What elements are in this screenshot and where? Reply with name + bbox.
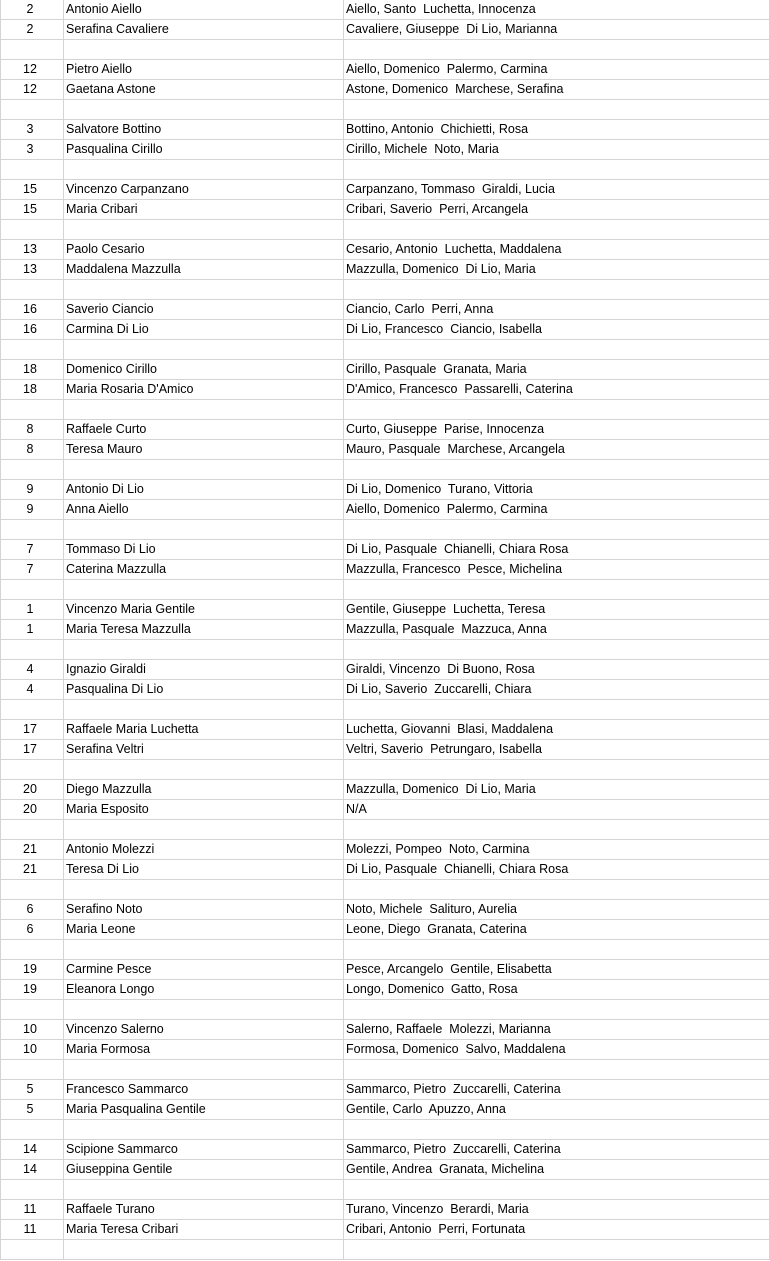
- couple-number-cell[interactable]: 7: [1, 560, 64, 580]
- couple-number-cell[interactable]: 7: [1, 540, 64, 560]
- couple-number-cell[interactable]: 3: [1, 140, 64, 160]
- parents-cell[interactable]: Cirillo, Michele Noto, Maria: [344, 140, 770, 160]
- table-row: [1, 800, 770, 820]
- couple-number-cell[interactable]: [1, 340, 64, 360]
- couple-number-cell[interactable]: [1, 100, 64, 120]
- parents-cell[interactable]: Aiello, Domenico Palermo, Carmina: [344, 500, 770, 520]
- parents-cell[interactable]: N/A: [344, 800, 770, 820]
- parents-cell[interactable]: [344, 1000, 770, 1020]
- couple-number-cell[interactable]: [1, 580, 64, 600]
- spreadsheet-body: [1, 0, 770, 1260]
- couple-number-cell[interactable]: [1, 1120, 64, 1140]
- parents-cell[interactable]: Luchetta, Giovanni Blasi, Maddalena: [344, 720, 770, 740]
- person-name-cell[interactable]: Diego Mazzulla: [64, 780, 344, 800]
- couple-number-cell[interactable]: [1, 280, 64, 300]
- table-row: [1, 200, 770, 220]
- parents-cell[interactable]: Mazzulla, Francesco Pesce, Michelina: [344, 560, 770, 580]
- person-name-cell[interactable]: Raffaele Curto: [64, 420, 344, 440]
- table-row: [1, 360, 770, 380]
- person-name-cell[interactable]: Maddalena Mazzulla: [64, 260, 344, 280]
- parents-cell[interactable]: Sammarco, Pietro Zuccarelli, Caterina: [344, 1080, 770, 1100]
- parents-cell[interactable]: [344, 280, 770, 300]
- table-row: [1, 60, 770, 80]
- table-row: [1, 1240, 770, 1260]
- couple-number-cell[interactable]: 8: [1, 420, 64, 440]
- person-name-cell[interactable]: [64, 40, 344, 60]
- couple-number-cell[interactable]: [1, 220, 64, 240]
- table-row: [1, 1220, 770, 1240]
- parents-cell[interactable]: Giraldi, Vincenzo Di Buono, Rosa: [344, 660, 770, 680]
- parents-cell[interactable]: Formosa, Domenico Salvo, Maddalena: [344, 1040, 770, 1060]
- couple-number-cell[interactable]: 14: [1, 1140, 64, 1160]
- table-row: [1, 500, 770, 520]
- couple-number-cell[interactable]: 2: [1, 20, 64, 40]
- table-row: [1, 940, 770, 960]
- couple-number-cell[interactable]: 19: [1, 980, 64, 1000]
- parents-cell[interactable]: Aiello, Santo Luchetta, Innocenza: [344, 0, 770, 20]
- parents-cell[interactable]: Di Lio, Saverio Zuccarelli, Chiara: [344, 680, 770, 700]
- table-row: [1, 300, 770, 320]
- table-row: [1, 900, 770, 920]
- table-row: [1, 340, 770, 360]
- parents-cell[interactable]: [344, 580, 770, 600]
- table-row: [1, 100, 770, 120]
- table-row: [1, 1120, 770, 1140]
- person-name-cell[interactable]: Tommaso Di Lio: [64, 540, 344, 560]
- parents-cell[interactable]: Gentile, Carlo Apuzzo, Anna: [344, 1100, 770, 1120]
- person-name-cell[interactable]: Salvatore Bottino: [64, 120, 344, 140]
- table-row: [1, 260, 770, 280]
- couple-number-cell[interactable]: 6: [1, 900, 64, 920]
- parents-cell[interactable]: Aiello, Domenico Palermo, Carmina: [344, 60, 770, 80]
- table-row: [1, 560, 770, 580]
- couple-number-cell[interactable]: 10: [1, 1040, 64, 1060]
- parents-cell[interactable]: [344, 640, 770, 660]
- person-name-cell[interactable]: [64, 1060, 344, 1080]
- parents-cell[interactable]: Mazzulla, Domenico Di Lio, Maria: [344, 260, 770, 280]
- table-row: [1, 1040, 770, 1060]
- parents-cell[interactable]: Carpanzano, Tommaso Giraldi, Lucia: [344, 180, 770, 200]
- person-name-cell[interactable]: Serafina Cavaliere: [64, 20, 344, 40]
- table-row: [1, 740, 770, 760]
- couple-number-cell[interactable]: 15: [1, 180, 64, 200]
- parents-cell[interactable]: [344, 760, 770, 780]
- person-name-cell[interactable]: Vincenzo Salerno: [64, 1020, 344, 1040]
- person-name-cell[interactable]: Raffaele Maria Luchetta: [64, 720, 344, 740]
- parents-cell[interactable]: Cirillo, Pasquale Granata, Maria: [344, 360, 770, 380]
- person-name-cell[interactable]: Scipione Sammarco: [64, 1140, 344, 1160]
- table-row: [1, 320, 770, 340]
- parents-cell[interactable]: Di Lio, Francesco Ciancio, Isabella: [344, 320, 770, 340]
- person-name-cell[interactable]: [64, 340, 344, 360]
- couple-number-cell[interactable]: 16: [1, 300, 64, 320]
- couple-number-cell[interactable]: 12: [1, 80, 64, 100]
- couple-number-cell[interactable]: [1, 700, 64, 720]
- parents-cell[interactable]: [344, 40, 770, 60]
- table-row: [1, 80, 770, 100]
- table-row: [1, 700, 770, 720]
- person-name-cell[interactable]: Ignazio Giraldi: [64, 660, 344, 680]
- couple-number-cell[interactable]: 10: [1, 1020, 64, 1040]
- person-name-cell[interactable]: [64, 700, 344, 720]
- table-row: [1, 1140, 770, 1160]
- parents-cell[interactable]: Mauro, Pasquale Marchese, Arcangela: [344, 440, 770, 460]
- parents-cell[interactable]: Leone, Diego Granata, Caterina: [344, 920, 770, 940]
- person-name-cell[interactable]: Vincenzo Carpanzano: [64, 180, 344, 200]
- table-row: [1, 440, 770, 460]
- couple-number-cell[interactable]: [1, 1240, 64, 1260]
- person-name-cell[interactable]: Gaetana Astone: [64, 80, 344, 100]
- couple-number-cell[interactable]: 13: [1, 260, 64, 280]
- table-row: [1, 280, 770, 300]
- person-name-cell[interactable]: Carmine Pesce: [64, 960, 344, 980]
- parents-cell[interactable]: [344, 160, 770, 180]
- parents-cell[interactable]: Gentile, Andrea Granata, Michelina: [344, 1160, 770, 1180]
- couple-number-cell[interactable]: 9: [1, 500, 64, 520]
- table-row: [1, 20, 770, 40]
- person-name-cell[interactable]: [64, 220, 344, 240]
- couple-number-cell[interactable]: 18: [1, 360, 64, 380]
- parents-cell[interactable]: Veltri, Saverio Petrungaro, Isabella: [344, 740, 770, 760]
- person-name-cell[interactable]: [64, 160, 344, 180]
- couple-number-cell[interactable]: 19: [1, 960, 64, 980]
- parents-cell[interactable]: Di Lio, Pasquale Chianelli, Chiara Rosa: [344, 540, 770, 560]
- table-row: [1, 660, 770, 680]
- parents-cell[interactable]: Astone, Domenico Marchese, Serafina: [344, 80, 770, 100]
- person-name-cell[interactable]: Paolo Cesario: [64, 240, 344, 260]
- parents-cell[interactable]: Mazzulla, Pasquale Mazzuca, Anna: [344, 620, 770, 640]
- couple-number-cell[interactable]: 9: [1, 480, 64, 500]
- person-name-cell[interactable]: [64, 1240, 344, 1260]
- table-row: [1, 380, 770, 400]
- person-name-cell[interactable]: Pasqualina Di Lio: [64, 680, 344, 700]
- table-row: [1, 840, 770, 860]
- person-name-cell[interactable]: [64, 580, 344, 600]
- couple-number-cell[interactable]: [1, 1060, 64, 1080]
- person-name-cell[interactable]: Teresa Mauro: [64, 440, 344, 460]
- table-row: [1, 420, 770, 440]
- table-row: [1, 780, 770, 800]
- table-row: [1, 220, 770, 240]
- parents-cell[interactable]: Di Lio, Domenico Turano, Vittoria: [344, 480, 770, 500]
- couple-number-cell[interactable]: 17: [1, 720, 64, 740]
- parents-cell[interactable]: [344, 1120, 770, 1140]
- person-name-cell[interactable]: Pietro Aiello: [64, 60, 344, 80]
- parents-cell[interactable]: Cesario, Antonio Luchetta, Maddalena: [344, 240, 770, 260]
- couple-number-cell[interactable]: 5: [1, 1080, 64, 1100]
- couple-number-cell[interactable]: 20: [1, 780, 64, 800]
- table-row: [1, 640, 770, 660]
- person-name-cell[interactable]: Eleanora Longo: [64, 980, 344, 1000]
- table-row: [1, 920, 770, 940]
- person-name-cell[interactable]: [64, 1120, 344, 1140]
- couple-number-cell[interactable]: 1: [1, 600, 64, 620]
- person-name-cell[interactable]: Domenico Cirillo: [64, 360, 344, 380]
- person-name-cell[interactable]: [64, 520, 344, 540]
- person-name-cell[interactable]: [64, 460, 344, 480]
- person-name-cell[interactable]: [64, 880, 344, 900]
- person-name-cell[interactable]: Maria Teresa Mazzulla: [64, 620, 344, 640]
- table-row: [1, 720, 770, 740]
- table-row: [1, 680, 770, 700]
- table-row: [1, 860, 770, 880]
- person-name-cell[interactable]: [64, 820, 344, 840]
- parents-cell[interactable]: Cribari, Antonio Perri, Fortunata: [344, 1220, 770, 1240]
- couple-number-cell[interactable]: [1, 460, 64, 480]
- couple-number-cell[interactable]: 16: [1, 320, 64, 340]
- person-name-cell[interactable]: Maria Rosaria D'Amico: [64, 380, 344, 400]
- parents-cell[interactable]: [344, 400, 770, 420]
- couple-number-cell[interactable]: [1, 760, 64, 780]
- table-row: [1, 880, 770, 900]
- couple-number-cell[interactable]: 12: [1, 60, 64, 80]
- couple-number-cell[interactable]: [1, 520, 64, 540]
- table-row: [1, 580, 770, 600]
- couple-number-cell[interactable]: [1, 160, 64, 180]
- table-row: [1, 1180, 770, 1200]
- couple-number-cell[interactable]: 17: [1, 740, 64, 760]
- table-row: [1, 980, 770, 1000]
- parents-cell[interactable]: Noto, Michele Salituro, Aurelia: [344, 900, 770, 920]
- parents-cell[interactable]: Longo, Domenico Gatto, Rosa: [344, 980, 770, 1000]
- couple-number-cell[interactable]: [1, 40, 64, 60]
- parents-cell[interactable]: Turano, Vincenzo Berardi, Maria: [344, 1200, 770, 1220]
- table-row: [1, 1080, 770, 1100]
- person-name-cell[interactable]: Serafina Veltri: [64, 740, 344, 760]
- person-name-cell[interactable]: Serafino Noto: [64, 900, 344, 920]
- parents-cell[interactable]: [344, 820, 770, 840]
- person-name-cell[interactable]: Francesco Sammarco: [64, 1080, 344, 1100]
- couple-number-cell[interactable]: 4: [1, 660, 64, 680]
- parents-cell[interactable]: [344, 940, 770, 960]
- person-name-cell[interactable]: Teresa Di Lio: [64, 860, 344, 880]
- person-name-cell[interactable]: [64, 100, 344, 120]
- couple-number-cell[interactable]: 21: [1, 860, 64, 880]
- parents-cell[interactable]: Sammarco, Pietro Zuccarelli, Caterina: [344, 1140, 770, 1160]
- parents-cell[interactable]: [344, 880, 770, 900]
- parents-cell[interactable]: [344, 1060, 770, 1080]
- couple-number-cell[interactable]: 2: [1, 0, 64, 20]
- person-name-cell[interactable]: Vincenzo Maria Gentile: [64, 600, 344, 620]
- parents-cell[interactable]: [344, 100, 770, 120]
- table-row: [1, 620, 770, 640]
- person-name-cell[interactable]: Maria Cribari: [64, 200, 344, 220]
- person-name-cell[interactable]: Antonio Molezzi: [64, 840, 344, 860]
- couple-number-cell[interactable]: 15: [1, 200, 64, 220]
- couple-number-cell[interactable]: 11: [1, 1220, 64, 1240]
- parents-cell[interactable]: Ciancio, Carlo Perri, Anna: [344, 300, 770, 320]
- couple-number-cell[interactable]: 6: [1, 920, 64, 940]
- parents-cell[interactable]: Pesce, Arcangelo Gentile, Elisabetta: [344, 960, 770, 980]
- person-name-cell[interactable]: Anna Aiello: [64, 500, 344, 520]
- table-row: [1, 1200, 770, 1220]
- person-name-cell[interactable]: Carmina Di Lio: [64, 320, 344, 340]
- parents-cell[interactable]: Mazzulla, Domenico Di Lio, Maria: [344, 780, 770, 800]
- person-name-cell[interactable]: [64, 1000, 344, 1020]
- couple-number-cell[interactable]: 8: [1, 440, 64, 460]
- person-name-cell[interactable]: Maria Leone: [64, 920, 344, 940]
- person-name-cell[interactable]: [64, 1180, 344, 1200]
- table-row: [1, 960, 770, 980]
- couple-number-cell[interactable]: 1: [1, 620, 64, 640]
- couple-number-cell[interactable]: 5: [1, 1100, 64, 1120]
- person-name-cell[interactable]: Maria Teresa Cribari: [64, 1220, 344, 1240]
- table-row: [1, 820, 770, 840]
- parents-cell[interactable]: [344, 1240, 770, 1260]
- person-name-cell[interactable]: Saverio Ciancio: [64, 300, 344, 320]
- couple-number-cell[interactable]: [1, 1180, 64, 1200]
- couple-number-cell[interactable]: 21: [1, 840, 64, 860]
- table-row: [1, 540, 770, 560]
- person-name-cell[interactable]: Antonio Aiello: [64, 0, 344, 20]
- table-row: [1, 600, 770, 620]
- table-row: [1, 1160, 770, 1180]
- parents-cell[interactable]: [344, 220, 770, 240]
- person-name-cell[interactable]: [64, 400, 344, 420]
- couple-number-cell[interactable]: 11: [1, 1200, 64, 1220]
- table-row: [1, 0, 770, 20]
- table-row: [1, 460, 770, 480]
- table-row: [1, 240, 770, 260]
- table-row: [1, 1060, 770, 1080]
- table-row: [1, 480, 770, 500]
- parents-cell[interactable]: [344, 340, 770, 360]
- person-name-cell[interactable]: [64, 280, 344, 300]
- person-name-cell[interactable]: Giuseppina Gentile: [64, 1160, 344, 1180]
- parents-cell[interactable]: [344, 460, 770, 480]
- parents-cell[interactable]: Gentile, Giuseppe Luchetta, Teresa: [344, 600, 770, 620]
- table-row: [1, 1100, 770, 1120]
- table-row: [1, 1020, 770, 1040]
- table-row: [1, 180, 770, 200]
- parents-cell[interactable]: Bottino, Antonio Chichietti, Rosa: [344, 120, 770, 140]
- table-row: [1, 120, 770, 140]
- person-name-cell[interactable]: Pasqualina Cirillo: [64, 140, 344, 160]
- person-name-cell[interactable]: Raffaele Turano: [64, 1200, 344, 1220]
- person-name-cell[interactable]: Maria Formosa: [64, 1040, 344, 1060]
- person-name-cell[interactable]: Caterina Mazzulla: [64, 560, 344, 580]
- couple-number-cell[interactable]: [1, 1000, 64, 1020]
- table-row: [1, 140, 770, 160]
- table-row: [1, 520, 770, 540]
- couple-number-cell[interactable]: 13: [1, 240, 64, 260]
- parents-cell[interactable]: [344, 700, 770, 720]
- couple-number-cell[interactable]: 20: [1, 800, 64, 820]
- couple-number-cell[interactable]: [1, 820, 64, 840]
- person-name-cell[interactable]: [64, 940, 344, 960]
- table-row: [1, 1000, 770, 1020]
- table-row: [1, 400, 770, 420]
- couple-number-cell[interactable]: 3: [1, 120, 64, 140]
- couple-number-cell[interactable]: [1, 640, 64, 660]
- person-name-cell[interactable]: Maria Esposito: [64, 800, 344, 820]
- person-name-cell[interactable]: [64, 640, 344, 660]
- parents-cell[interactable]: Curto, Giuseppe Parise, Innocenza: [344, 420, 770, 440]
- couple-number-cell[interactable]: [1, 940, 64, 960]
- parents-cell[interactable]: [344, 520, 770, 540]
- parents-cell[interactable]: D'Amico, Francesco Passarelli, Caterina: [344, 380, 770, 400]
- couple-number-cell[interactable]: 14: [1, 1160, 64, 1180]
- couple-number-cell[interactable]: 4: [1, 680, 64, 700]
- person-name-cell[interactable]: Antonio Di Lio: [64, 480, 344, 500]
- parents-cell[interactable]: [344, 1180, 770, 1200]
- person-name-cell[interactable]: [64, 760, 344, 780]
- couple-number-cell[interactable]: [1, 400, 64, 420]
- parents-cell[interactable]: Di Lio, Pasquale Chianelli, Chiara Rosa: [344, 860, 770, 880]
- parents-cell[interactable]: Salerno, Raffaele Molezzi, Marianna: [344, 1020, 770, 1040]
- couple-number-cell[interactable]: 18: [1, 380, 64, 400]
- table-row: [1, 40, 770, 60]
- person-name-cell[interactable]: Maria Pasqualina Gentile: [64, 1100, 344, 1120]
- parents-cell[interactable]: Cavaliere, Giuseppe Di Lio, Marianna: [344, 20, 770, 40]
- parents-cell[interactable]: Molezzi, Pompeo Noto, Carmina: [344, 840, 770, 860]
- parents-cell[interactable]: Cribari, Saverio Perri, Arcangela: [344, 200, 770, 220]
- table-row: [1, 160, 770, 180]
- table-row: [1, 760, 770, 780]
- couple-number-cell[interactable]: [1, 880, 64, 900]
